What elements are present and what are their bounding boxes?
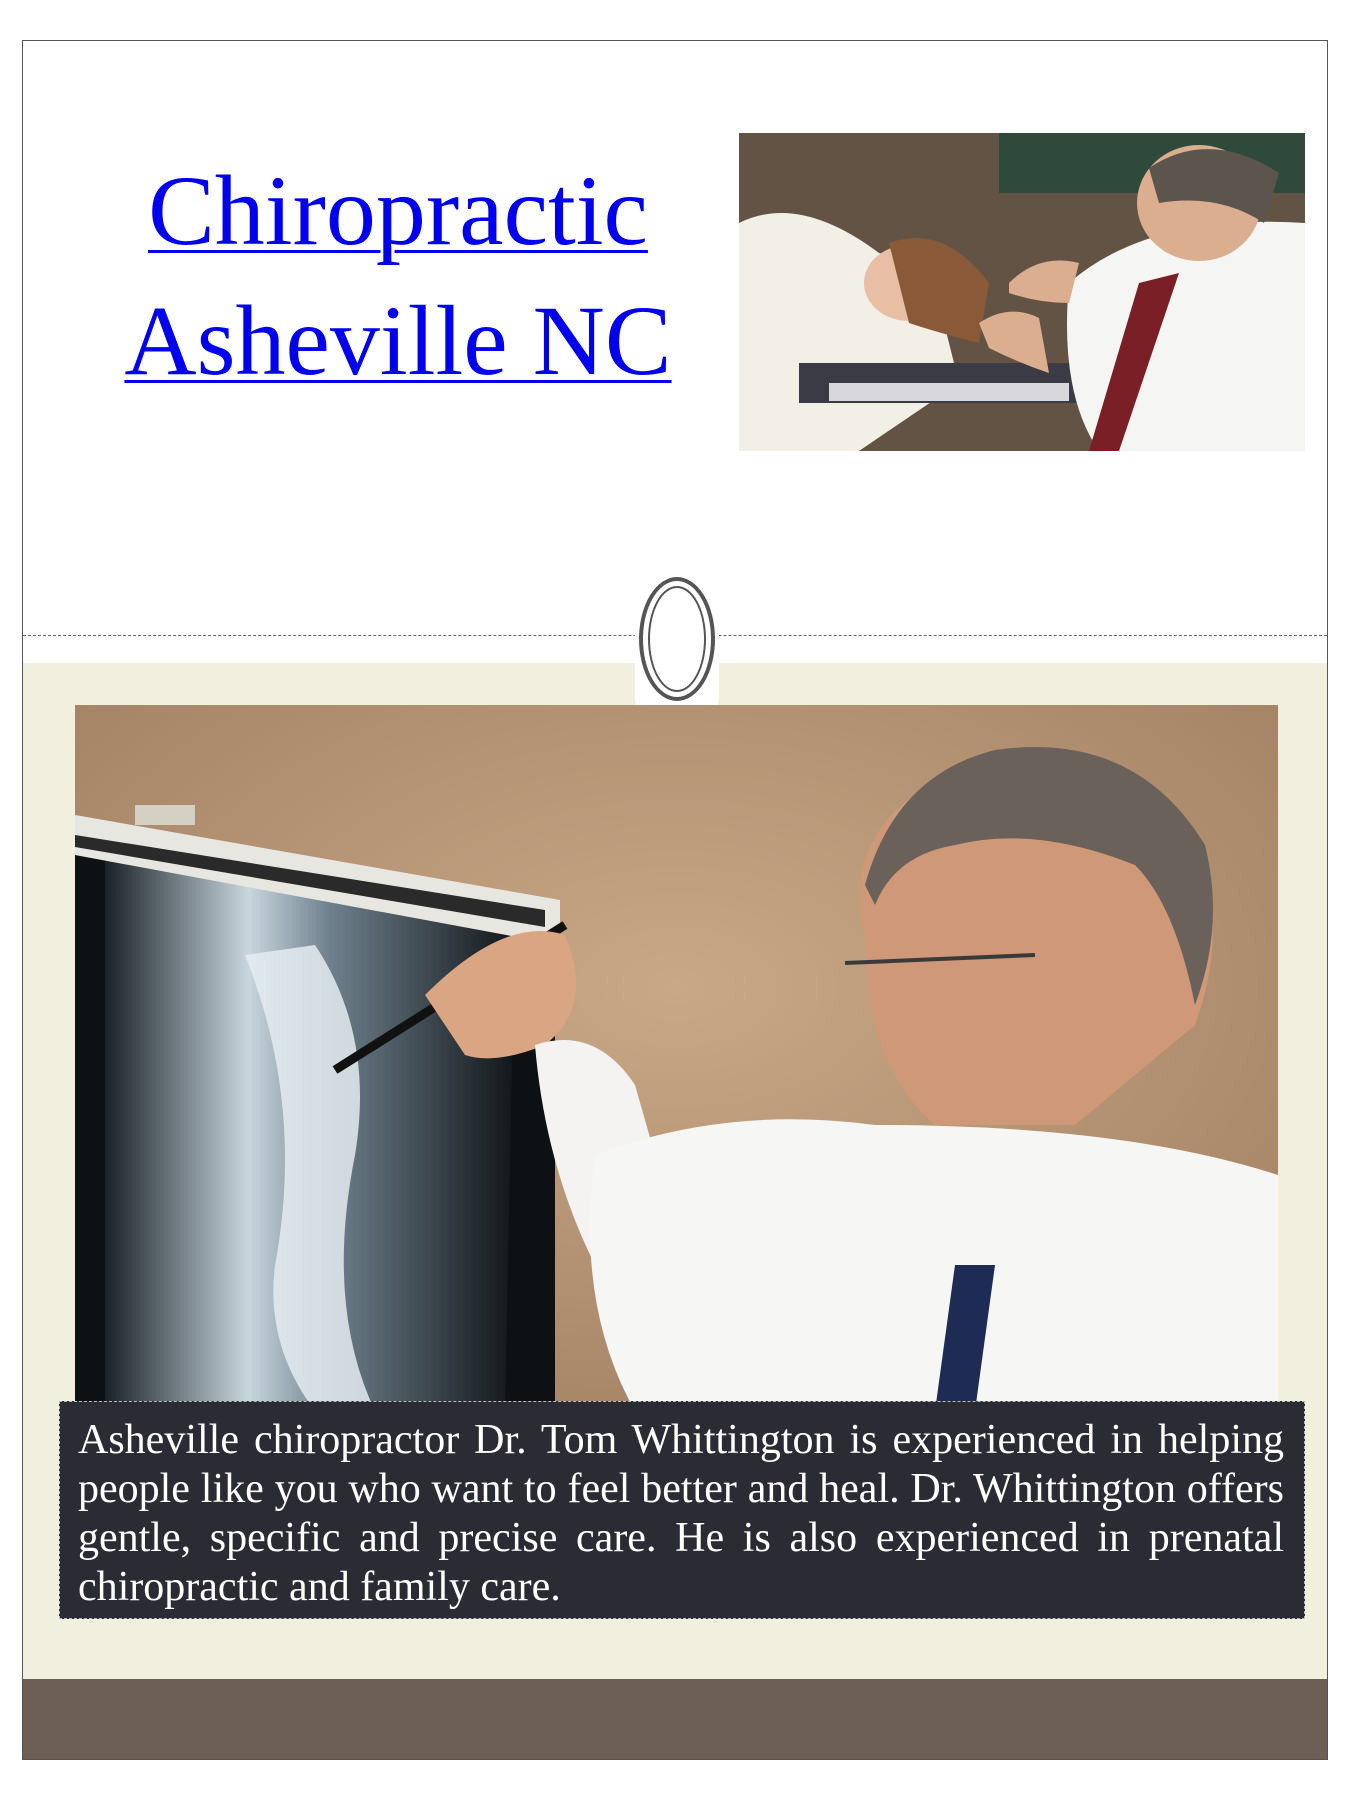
title-line-1: Chiropractic	[148, 155, 648, 266]
slide	[22, 40, 1328, 1760]
caption-box	[59, 1401, 1305, 1619]
footer-bar	[23, 1679, 1327, 1759]
title-line-2: Asheville NC	[124, 285, 672, 396]
title-link[interactable]	[78, 146, 718, 406]
doctor-xray-review-photo	[75, 705, 1278, 1411]
divider-ring-icon	[639, 577, 715, 701]
caption-text: Asheville chiropractor Dr. Tom Whittington is experienced in helping people like you who want to feel better and heal. Dr. Whittington offers gentle, specific and precise care. He is also experienced in prenatal chiropractic and family care.	[78, 1417, 1284, 1610]
chiropractic-adjustment-photo	[739, 133, 1305, 451]
